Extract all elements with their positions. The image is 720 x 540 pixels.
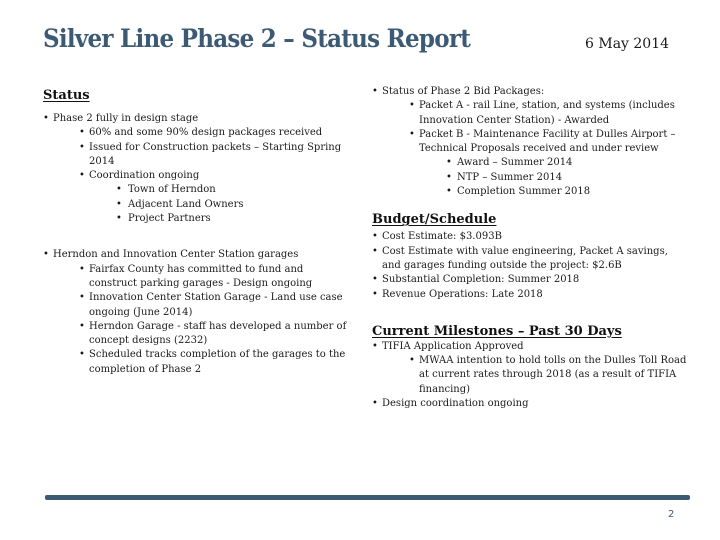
budget-item: • Revenue Operations: Late 2018 [372, 288, 687, 302]
bid-packages-item: • Status of Phase 2 Bid Packages: [372, 85, 687, 99]
bid-packages-list [372, 85, 687, 199]
page-number: 2 [668, 509, 675, 520]
spacer [372, 199, 687, 212]
left-column [43, 88, 351, 377]
budget-item: • Cost Estimate with value engineering, Packet A savings, and garages funding outside the project: $2.6B [372, 245, 687, 274]
spacer [43, 104, 351, 112]
slide-title: Silver Line Phase 2 – Status Report [43, 24, 471, 53]
garages-item: • Herndon and Innovation Center Station garages [43, 248, 351, 262]
milestones-list [372, 340, 687, 411]
budget-heading: Budget/Schedule [372, 212, 497, 228]
bid-packages-subitem: • Packet A - rail Line, station, and systems (includes Innovation Center Station) - Awarded [372, 99, 687, 128]
packet-b-item: • Award – Summer 2014 [372, 156, 687, 170]
status-list [43, 112, 351, 226]
garages-subitem: • Fairfax County has committed to fund and construct parking garages - Design ongoing [43, 263, 351, 292]
coordination-item: • Adjacent Land Owners [43, 198, 351, 212]
slide-date: 6 May 2014 [585, 36, 670, 52]
right-column [372, 85, 687, 411]
budget-list [372, 230, 687, 301]
status-heading: Status [43, 88, 90, 103]
status-subitem: • 60% and some 90% design packages received [43, 126, 351, 140]
milestones-heading: Current Milestones – Past 30 Days [372, 323, 622, 339]
garages-list [43, 248, 351, 377]
spacer [43, 226, 351, 248]
status-subitem: • Coordination ongoing [43, 169, 351, 183]
milestones-subitem: • MWAA intention to hold tolls on the Dulles Toll Road at current rates through 2018 (as a result of TIFIA financing) [372, 354, 687, 397]
bid-packages-subitem: • Packet B - Maintenance Facility at Dulles Airport – Technical Proposals received and under review [372, 128, 687, 157]
packet-b-item: • Completion Summer 2018 [372, 185, 687, 199]
packet-b-item: • NTP – Summer 2014 [372, 171, 687, 185]
milestones-item: • TIFIA Application Approved [372, 340, 687, 354]
status-subitem: • Issued for Construction packets – Starting Spring 2014 [43, 141, 351, 170]
milestones-item: • Design coordination ongoing [372, 397, 687, 411]
garages-subitem: • Herndon Garage - staff has developed a number of concept designs (2232) [43, 320, 351, 349]
coordination-item: • Project Partners [43, 212, 351, 226]
budget-item: • Substantial Completion: Summer 2018 [372, 273, 687, 287]
garages-subitem: • Scheduled tracks completion of the garages to the completion of Phase 2 [43, 348, 351, 377]
status-item: • Phase 2 fully in design stage [43, 112, 351, 126]
budget-item: • Cost Estimate: $3.093B [372, 230, 687, 244]
coordination-item: • Town of Herndon [43, 183, 351, 197]
spacer [372, 302, 687, 324]
garages-subitem: • Innovation Center Station Garage - Land use case ongoing (June 2014) [43, 291, 351, 320]
footer-bar [45, 495, 690, 500]
